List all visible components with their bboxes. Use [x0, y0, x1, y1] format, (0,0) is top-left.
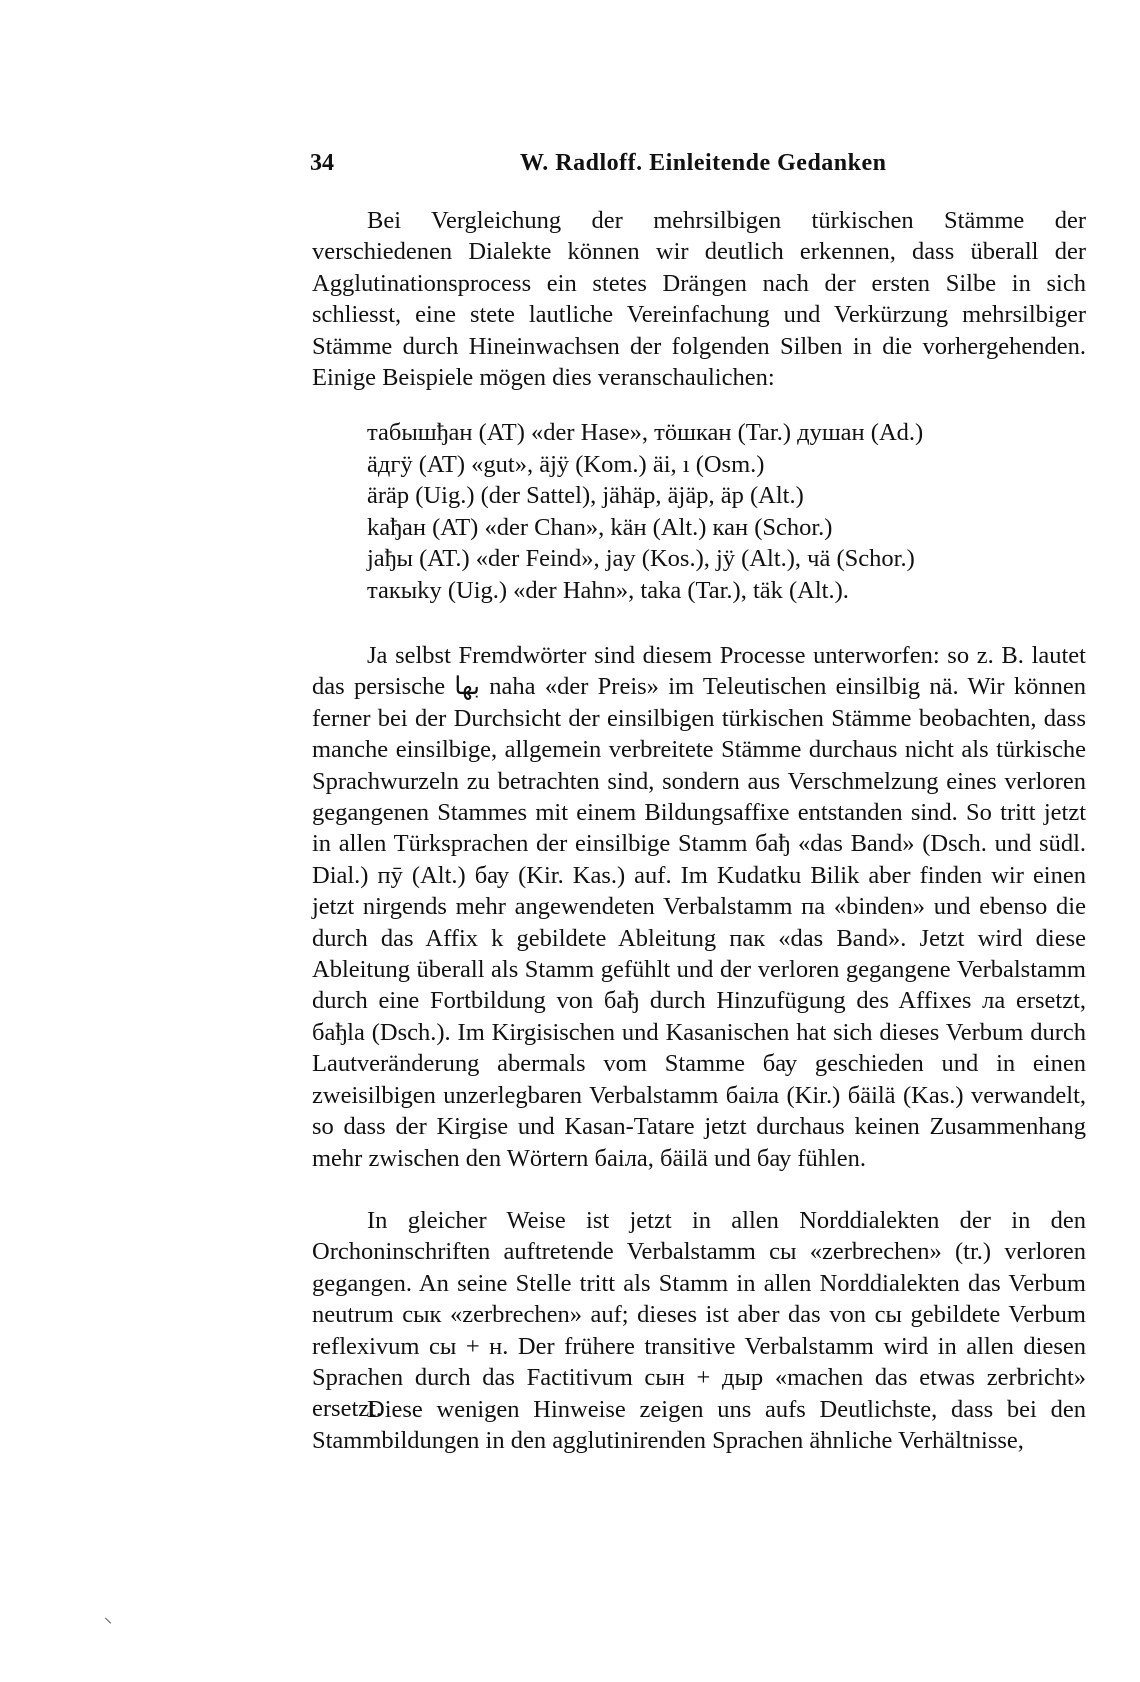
page-header — [310, 150, 1090, 190]
paragraph-3: In gleicher Weise ist jetzt in allen Norddialekten der in den Orchoninschriften auftretende Verbalstamm сы «zerbrechen» (tr.) verloren gegangen. An seine Stelle tritt als Stamm in allen Norddialekten das Verbum neutrum сык «zerbrechen» auf; dieses ist aber das von сы gebildete Verbum reflexivum сы + н. Der frühere transitive Verbalstamm wird in allen diesen Sprachen durch das Factitivum сын + дыр «machen das etwas zerbricht» ersetzt. — [312, 1207, 1086, 1423]
paragraph-2: Ja selbst Fremdwörter sind diesem Processe unterworfen: so z. B. lautet das persische بها naha «der Preis» im Teleutischen einsilbig nä. Wir können ferner bei der Durchsicht der einsilbigen türkischen Stämme beobachten, dass manche einsilbige, allgemein verbreitete Stämme durchaus nicht als türkische Sprachwurzeln zu betrachten sind, sondern aus Verschmelzung eines verloren gegangenen Stammes mit einem Bildungsaffixe entstanden sind. So tritt jetzt in allen Türksprachen der einsilbige Stamm бађ «das Band» (Dsch. und südl. Dial.) пӯ (Alt.) бау (Kir. Kas.) auf. Im Kudatku Bilik aber finden wir einen jetzt nirgends mehr angewendeten Verbalstamm па «binden» und ebenso die durch das Affix k gebildete Ableitung пак «das Band». Jetzt wird diese Ableitung überall als Stamm gefühlt und der verloren gegangene Verbalstamm durch eine Fortbildung von бађ durch Hinzufügung des Affixes ла ersetzt, бађla (Dsch.). Im Kirgisischen und Kasanischen hat sich dieses Verbum durch Lautveränderung abermals vom Stamme бау geschieden und in einen zweisilbigen unzerlegbaren Verbalstamm баіла (Kir.) бäilä (Kas.) verwandelt, so dass der Kirgise und Kasan-Tatare jetzt durchaus keinen Zusammenhang mehr zwischen den Wörtern баіла, бäilä und бау fühlen. — [312, 642, 1086, 1172]
example-line: табышђан (AT) «der Hase», тӧшкан (Tar.) душан (Ad.) — [367, 419, 924, 446]
example-line: äдгӱ (AT) «gut», äjӱ (Kom.) äi, ı (Osm.) — [367, 450, 765, 478]
example-line: такыkу (Uig.) «der Hahn», taka (Tar.), täk (Alt.). — [367, 576, 849, 604]
example-line: äräp (Uig.) (der Sattel), jähäp, äjäp, äp (Alt.) — [367, 482, 804, 510]
stray-mark: ⸌ — [104, 1614, 113, 1633]
example-line: jaђы (AT.) «der Feind», jay (Kos.), jӱ (Alt.), чä (Schor.) — [367, 545, 915, 573]
example-line: kaђан (AT) «der Chan», käн (Alt.) кан (Schor.) — [367, 513, 833, 541]
paragraph-1: Bei Vergleichung der mehrsilbigen türkischen Stämme der verschiedenen Dialekte können wir deutlich erkennen, dass überall der Agglutinationsprocess ein stetes Drängen nach der ersten Silbe in sich schliesst, eine stete lautliche Vereinfachung und Verkürzung mehrsilbiger Stämme durch Hineinwachsen der folgenden Silben in die vorhergehenden. Einige Beispiele mögen dies veranschaulichen: — [312, 207, 1086, 392]
running-title: W. Radloff. Einleitende Gedanken — [520, 150, 887, 176]
paragraph-4: Diese wenigen Hinweise zeigen uns aufs Deutlichste, dass bei den Stammbildungen in den agglutinirenden Sprachen ähnliche Verhältnisse, — [312, 1396, 1086, 1455]
page-number: 34 — [310, 150, 334, 176]
example-list — [367, 417, 1087, 607]
